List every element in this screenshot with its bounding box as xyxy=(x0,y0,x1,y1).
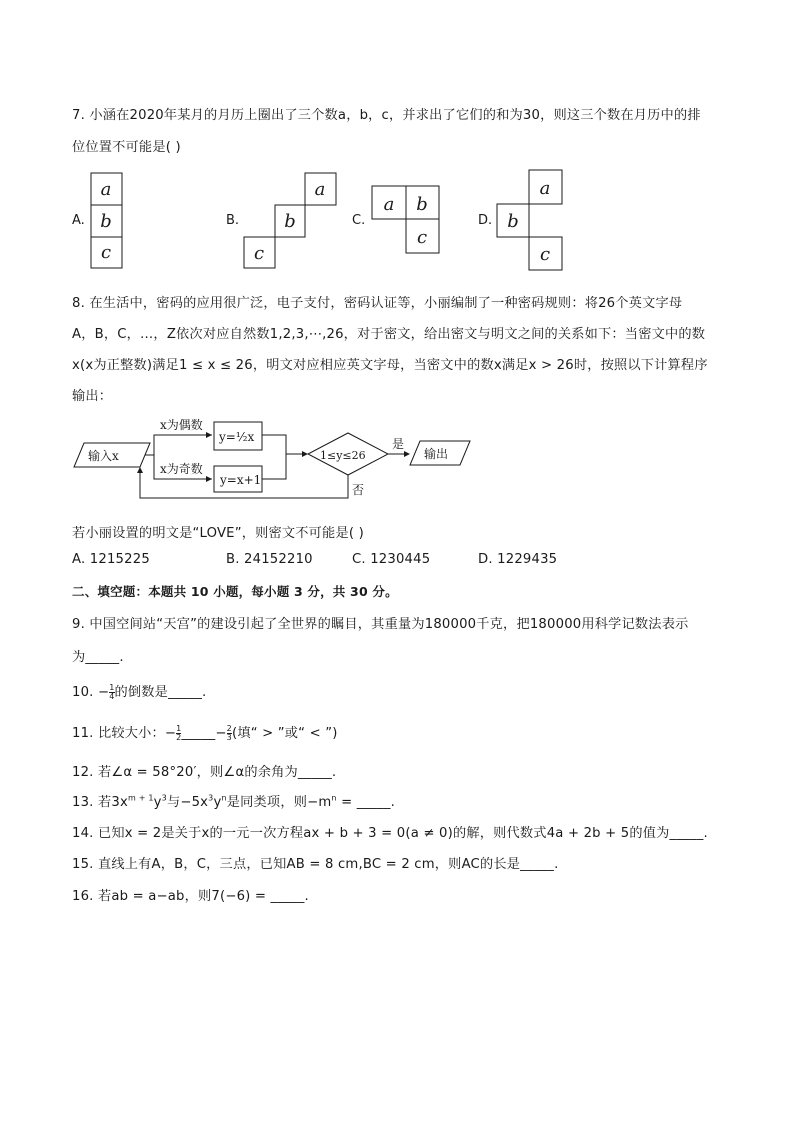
q7-line1: 7. 小涵在2020年某月的月历上圈出了三个数a，b，c，并求出了它们的和为30，则这三个数在月历中的排 xyxy=(72,108,701,123)
q8-choice-d: D. 1229435 xyxy=(478,552,558,567)
q10 xyxy=(72,681,206,701)
q9-line2: 为_____. xyxy=(72,650,124,665)
q10-pre: 10. − xyxy=(72,685,110,700)
flow-output-text: 输出 xyxy=(424,447,449,461)
flow-condition-text: 1≤y≤26 xyxy=(320,449,366,462)
q11-den1: 2 xyxy=(176,732,182,742)
q11-pre: 11. 比较大小：− xyxy=(72,726,177,741)
q7-a-text-a: a xyxy=(100,179,112,200)
q13-sup1: m + 1 xyxy=(127,793,154,803)
q7-a-text-c: c xyxy=(100,242,112,263)
q11-mid: _____− xyxy=(181,726,227,741)
q7-c-text-b: b xyxy=(416,194,428,215)
q13-d: y xyxy=(213,795,222,810)
q7-d-text-c: c xyxy=(539,244,551,265)
q7-option-b-label: B. xyxy=(226,213,240,228)
section-2-heading: 二、填空题：本题共 10 小题，每小题 3 分，共 30 分。 xyxy=(72,584,398,599)
q8-choice-b: B. 24152210 xyxy=(226,552,313,567)
q16: 16. 若ab = a−ab，则7(−6) = _____. xyxy=(72,889,309,904)
q7-b-text-c: c xyxy=(253,243,265,264)
q11-num2: 2 xyxy=(226,723,232,733)
flow-odd-label: x为奇数 xyxy=(160,462,203,476)
q8-line1: 8. 在生活中，密码的应用很广泛，电子支付，密码认证等，小丽编制了一种密码规则：将26个英文字母 xyxy=(72,296,683,311)
q7-d-text-b: b xyxy=(507,211,519,232)
flow-input-text: 输入x xyxy=(88,449,119,463)
q8-choice-a: A. 1215225 xyxy=(72,552,150,567)
q7-option-c-label: C. xyxy=(352,213,366,228)
q13-sup2: 3 xyxy=(161,793,167,803)
q13-sup5: n xyxy=(331,793,337,803)
q8-line2: A，B，C，…，Z依次对应自然数1,2,3,⋯,26，对于密文，给出密文与明文之间的关系如下：当密文中的数 xyxy=(72,327,706,342)
q12: 12. 若∠α = 58°20′，则∠α的余角为_____. xyxy=(72,765,337,780)
q13-sup4: n xyxy=(221,793,227,803)
flow-yes-label: 是 xyxy=(392,437,405,451)
q7-b-text-b: b xyxy=(284,211,296,232)
q10-den: 4 xyxy=(109,691,115,701)
q13-b: y xyxy=(153,795,162,810)
q13-a: 13. 若3x xyxy=(72,795,128,810)
q7-b-text-a: a xyxy=(314,179,326,200)
q11-num1: 1 xyxy=(176,723,182,733)
q11-post: (填“ > ”或“ < ”) xyxy=(231,726,338,741)
q13-sup3: 3 xyxy=(208,793,214,803)
q10-num: 1 xyxy=(109,682,115,692)
flow-even-label: x为偶数 xyxy=(160,418,203,432)
q7-line2: 位位置不可能是( ) xyxy=(72,140,181,155)
q7-c-text-a: a xyxy=(383,194,395,215)
q13 xyxy=(72,791,395,810)
q7-c-text-c: c xyxy=(416,227,428,248)
q8-flowchart xyxy=(0,410,794,510)
flow-even-formula: y=½x xyxy=(219,430,255,444)
q9-line1: 9. 中国空间站“天宫”的建设引起了全世界的瞩目，其重量为180000千克，把180000用科学记数法表示 xyxy=(72,617,689,632)
flow-odd-formula: y=x+1 xyxy=(220,473,262,487)
q7-d-text-a: a xyxy=(539,178,551,199)
q11-den2: 3 xyxy=(226,732,232,742)
flow-no-label: 否 xyxy=(352,483,365,497)
q7-calendar-diagrams xyxy=(0,0,794,290)
q13-c: 与−5x xyxy=(166,795,209,810)
q8-question: 若小丽设置的明文是“LOVE”，则密文不可能是( ) xyxy=(72,526,364,541)
q13-e: 是同类项，则−m xyxy=(226,795,332,810)
q15: 15. 直线上有A，B，C，三点，已知AB = 8 cm,BC = 2 cm，则AC的长是_____. xyxy=(72,857,559,872)
q8-line3: x(x为正整数)满足1 ≤ x ≤ 26，明文对应相应英文字母，当密文中的数x满足x > 26时，按照以下计算程序 xyxy=(72,358,708,373)
q7-option-d-label: D. xyxy=(478,213,493,228)
q8-line4: 输出： xyxy=(72,389,113,404)
q8-choice-c: C. 1230445 xyxy=(352,552,431,567)
q13-f: = _____. xyxy=(336,795,396,810)
q10-post: 的倒数是_____. xyxy=(114,685,207,700)
q7-option-a-label: A. xyxy=(72,213,85,228)
q7-a-text-b: b xyxy=(100,211,112,232)
q11 xyxy=(72,722,338,742)
q14: 14. 已知x = 2是关于x的一元一次方程ax + b + 3 = 0(a ≠ 0)的解，则代数式4a + 2b + 5的值为_____. xyxy=(72,826,708,841)
